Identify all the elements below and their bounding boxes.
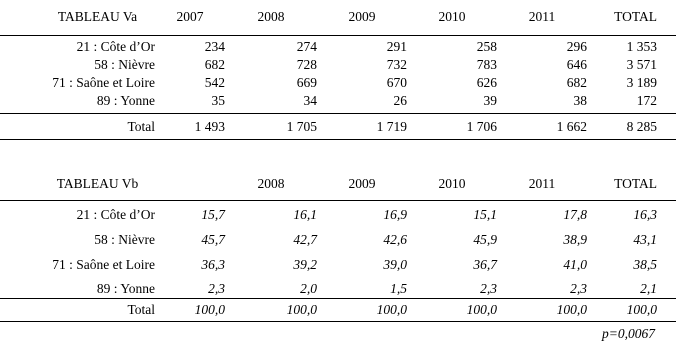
cell-value: 8 285 (626, 119, 657, 134)
cell-value: 626 (476, 75, 497, 90)
cell-value: 45,9 (473, 232, 497, 247)
cell-value: 100,0 (556, 302, 587, 317)
cell-value: 542 (204, 75, 225, 90)
cell-value: 16,9 (383, 207, 407, 222)
column-header: 2008 (257, 176, 285, 191)
table-title: TABLEAU Vb (56, 176, 139, 191)
cell-value: 2,1 (640, 281, 657, 296)
cell-value: 42,7 (293, 232, 317, 247)
cell-value: 16,3 (633, 207, 657, 222)
cell-value: 2,3 (208, 281, 225, 296)
cell-value: 682 (204, 57, 225, 72)
column-header: 2011 (528, 176, 556, 191)
table-row (0, 38, 676, 56)
cell-value: 16,1 (293, 207, 317, 222)
column-header: 2009 (348, 176, 376, 191)
cell-value: 670 (386, 75, 407, 90)
table-row (0, 280, 676, 298)
cell-value: 1,5 (390, 281, 407, 296)
column-header: TOTAL (614, 9, 657, 24)
table-row (0, 256, 676, 274)
cell-value: 291 (386, 39, 407, 54)
cell-value: 669 (296, 75, 317, 90)
cell-value: 100,0 (466, 302, 497, 317)
divider (0, 113, 676, 114)
cell-value: 2,3 (570, 281, 587, 296)
cell-value: 2,3 (480, 281, 497, 296)
cell-value: 2,0 (300, 281, 317, 296)
cell-value: 732 (386, 57, 407, 72)
cell-value: 39 (483, 93, 497, 108)
row-label: 71 : Saône et Loire (52, 257, 155, 272)
cell-value: 234 (204, 39, 225, 54)
cell-value: 15,7 (201, 207, 225, 222)
cell-value: 1 662 (556, 119, 587, 134)
cell-value: 100,0 (376, 302, 407, 317)
cell-value: 35 (211, 93, 225, 108)
cell-value: 1 706 (466, 119, 497, 134)
footnote: p=0,0067 (602, 326, 655, 341)
table-row (0, 56, 676, 74)
row-label: 89 : Yonne (96, 281, 155, 296)
table-row (0, 231, 676, 249)
cell-value: 682 (566, 75, 587, 90)
cell-value: 274 (296, 39, 317, 54)
total-row (0, 118, 676, 136)
cell-value: 36,7 (473, 257, 497, 272)
table-row (0, 206, 676, 224)
cell-value: 36,3 (201, 257, 225, 272)
cell-value: 38,5 (633, 257, 657, 272)
table-row (0, 92, 676, 110)
column-header: 2011 (528, 9, 556, 24)
cell-value: 100,0 (286, 302, 317, 317)
cell-value: 172 (636, 93, 657, 108)
column-header: 2010 (438, 9, 466, 24)
row-label: 58 : Nièvre (94, 57, 155, 72)
cell-value: 39,0 (383, 257, 407, 272)
cell-value: 1 719 (376, 119, 407, 134)
row-label: Total (127, 119, 155, 134)
cell-value: 783 (476, 57, 497, 72)
row-label: Total (127, 302, 155, 317)
cell-value: 3 189 (626, 75, 657, 90)
column-header: 2008 (257, 9, 285, 24)
cell-value: 34 (303, 93, 317, 108)
cell-value: 38 (573, 93, 587, 108)
table-row (0, 74, 676, 92)
row-label: 58 : Nièvre (94, 232, 155, 247)
cell-value: 100,0 (194, 302, 225, 317)
cell-value: 45,7 (201, 232, 225, 247)
table-title: TABLEAU Va (57, 9, 138, 24)
cell-value: 1 353 (626, 39, 657, 54)
cell-value: 728 (296, 57, 317, 72)
cell-value: 1 493 (194, 119, 225, 134)
row-label: 71 : Saône et Loire (52, 75, 155, 90)
total-row (0, 301, 676, 319)
cell-value: 3 571 (626, 57, 657, 72)
cell-value: 39,2 (293, 257, 317, 272)
cell-value: 296 (566, 39, 587, 54)
cell-value: 15,1 (473, 207, 497, 222)
column-header: 2010 (438, 176, 466, 191)
divider (0, 35, 676, 36)
divider (0, 298, 676, 299)
cell-value: 26 (393, 93, 407, 108)
divider (0, 139, 676, 140)
header-row (0, 175, 676, 193)
divider (0, 200, 676, 201)
row-label: 21 : Côte d’Or (76, 39, 155, 54)
divider (0, 321, 676, 322)
column-header: TOTAL (614, 176, 657, 191)
cell-value: 258 (476, 39, 497, 54)
column-header: 2007 (176, 9, 204, 24)
row-label: 21 : Côte d’Or (76, 207, 155, 222)
cell-value: 41,0 (563, 257, 587, 272)
column-header: 2009 (348, 9, 376, 24)
cell-value: 38,9 (563, 232, 587, 247)
cell-value: 17,8 (563, 207, 587, 222)
cell-value: 646 (566, 57, 587, 72)
cell-value: 42,6 (383, 232, 407, 247)
cell-value: 100,0 (626, 302, 657, 317)
row-label: 89 : Yonne (96, 93, 155, 108)
cell-value: 1 705 (286, 119, 317, 134)
header-row (0, 8, 676, 26)
cell-value: 43,1 (633, 232, 657, 247)
